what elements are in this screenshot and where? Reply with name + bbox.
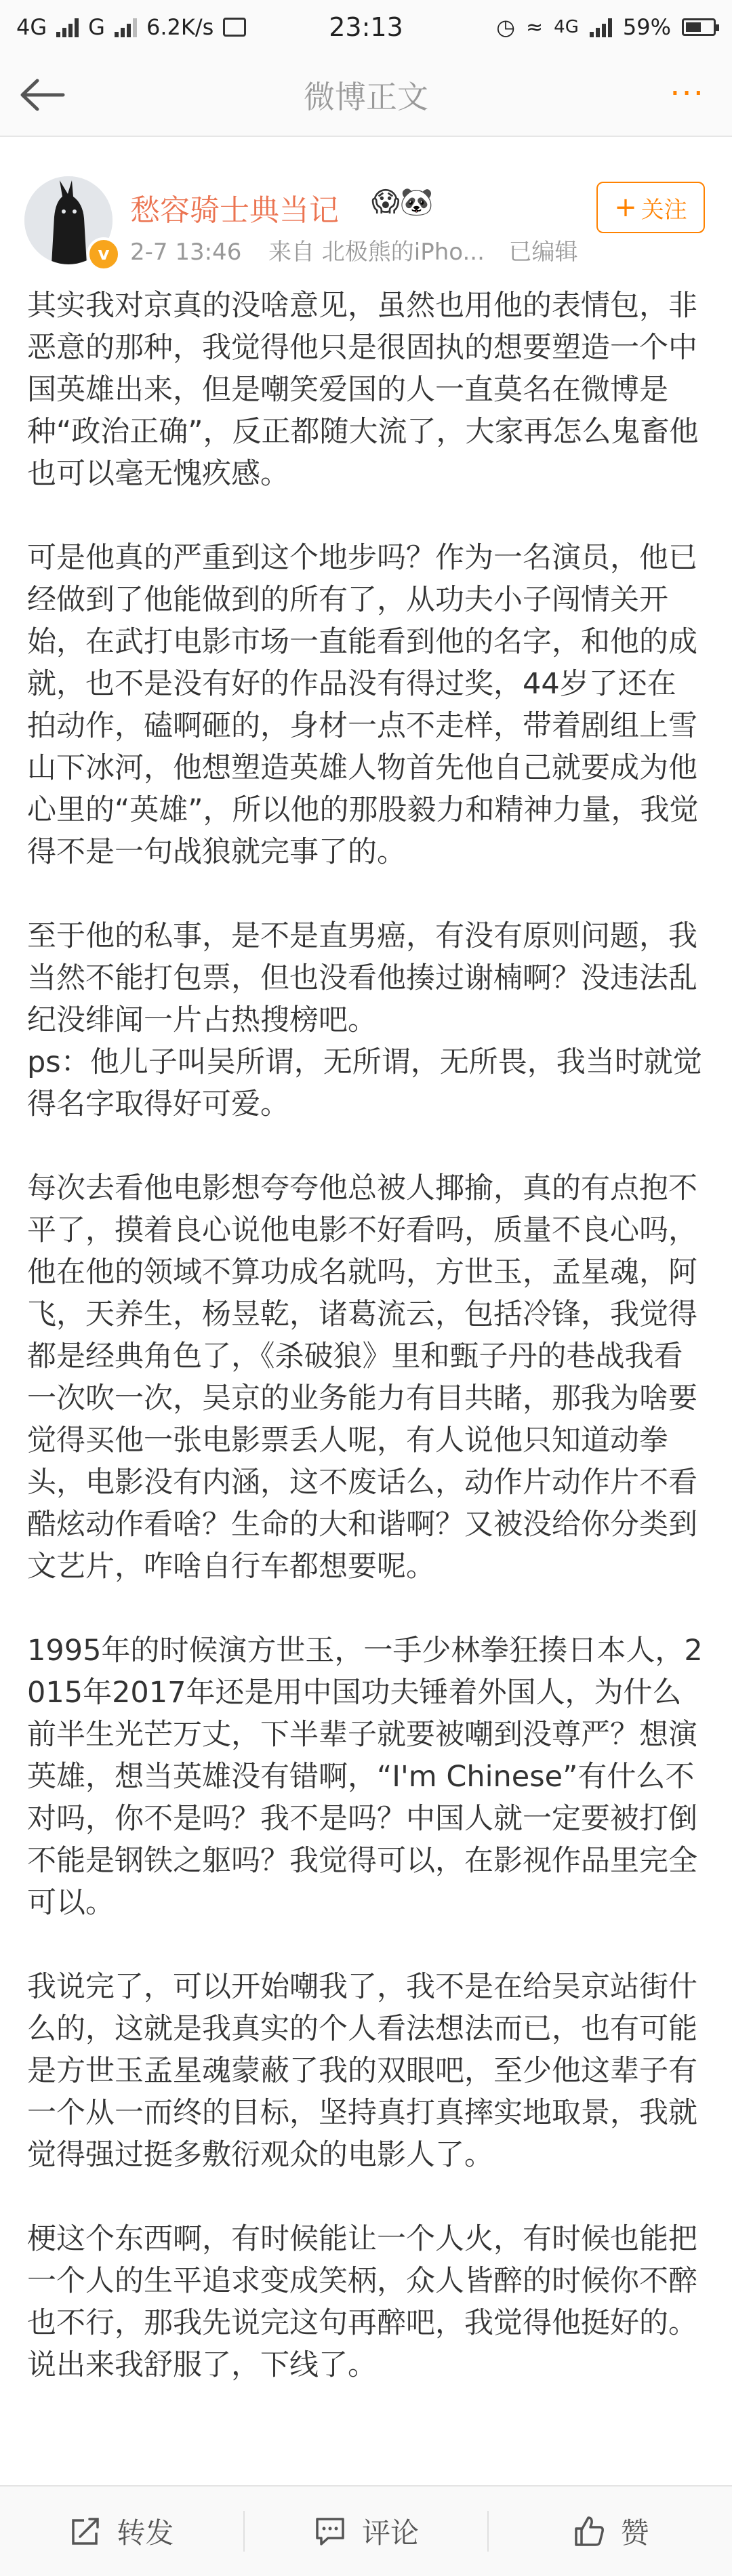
follow-label: 关注 [640,196,687,224]
repost-button[interactable] [0,2487,243,2576]
wifi-signal-icon: ≈ [526,15,544,39]
post-time: 2-7 13:46 [130,239,242,266]
author-name[interactable]: 愁容骑士典当记 [130,193,339,228]
like-icon [572,2515,606,2548]
signal-icon-2 [115,17,137,37]
net-speed: 6.2K/s [146,14,214,40]
network-label-1: 4G [16,14,47,40]
comment-icon [313,2515,347,2548]
notification-icon [223,18,246,37]
post-author-header [0,163,732,278]
status-time: 23:13 [329,12,403,42]
post-paragraph: 每次去看他电影想夸夸他总被人揶揄，真的有点抱不平了，摸着良心说他电影不好看吗，质量不良心吗，他在他的领域不算功成名就吗，方世玉，孟星魂，阿飞，天养生，杨昱乾，诸葛流云，包括冷锋，我觉得都是经典角色了，《杀破狼》里和甄子丹的巷战我看一次吹一次，吴京的业务能力有目共睹，那我为啥要觉得买他一张电影票丢人呢，有人说他只知道动拳头，电影没有内涵，这不废话么，动作片动作片不看酷炫动作看啥？生命的大和谐啊？又被没给你分类到文艺片，咋啥自行车都想要呢。 [27,1171,697,1584]
network-label-2: G [88,14,105,40]
comment-button[interactable] [245,2487,488,2576]
like-button[interactable] [489,2487,732,2576]
post-paragraph: 说出来我舒服了，下线了。 [27,2348,377,2382]
cell-signal-icon [590,17,612,37]
action-bar [0,2485,732,2576]
post-paragraph: 至于他的私事，是不是直男癌，有没有原则问题，我当然不能打包票，但也没看他揍过谢楠啊？没违法乱纪没绯闻一片占热搜榜吧。 [27,919,697,1037]
post-paragraph: 我说完了，可以开始嘲我了，我不是在给吴京站街什么的，这就是我真实的个人看法想法而已，也有可能是方世玉孟星魂蒙蔽了我的双眼吧，至少他这辈子有一个从一而终的目标，坚持真打真摔实地取景，我就觉得强过挺多敷衍观众的电影人了。 [27,1970,697,2172]
status-bar [0,0,732,54]
alarm-icon: ◷ [496,14,516,40]
plus-icon: + [614,192,637,223]
back-arrow-icon [18,78,66,112]
follow-button[interactable] [596,182,705,233]
post-meta [130,233,578,266]
post-paragraph: 其实我对京真的没啥意见，虽然也用他的表情包，非恶意的那种，我觉得他只是很固执的想要塑造一个中国英雄出来，但是嘲笑爱国的人一直莫名在微博是种“政治正确”，反正都随大流了，大家再怎么鬼畜他也可以毫无愧疚感。 [27,289,699,491]
post-source[interactable]: 来自 北极熊的iPho... [268,239,485,266]
status-right [496,14,732,40]
post-content [27,285,705,2428]
network-type: 4G [554,17,579,37]
battery-percent: 59% [622,14,671,40]
page-title: 微博正文 [304,79,428,115]
post-paragraph: 可是他真的严重到这个地步吗？作为一名演员，他已经做到了他能做到的所有了，从功夫小子闯情关开始，在武打电影市场一直能看到他的名字，和他的成就，也不是没有好的作品没有得过奖，44岁了还在拍动作，磕啊砸的，身材一点不走样，带着剧组上雪山下冰河，他想塑造英雄人物首先他自己就要成为他心里的“英雄”，所以他的那股毅力和精神力量，我觉得不是一句战狼就完事了的。 [27,541,699,869]
post-paragraph: 梗这个东西啊，有时候能让一个人火，有时候也能把一个人的生平追求变成笑柄，众人皆醉的时候你不醉也不行，那我先说完这句再醉吧，我觉得他挺好的。 [27,2222,697,2340]
author-name-emoji: 😱🐼 [371,186,434,218]
post-paragraph: 1995年的时候演方世玉，一手少林拳狂揍日本人，2015年2017年还是用中国功夫锤着外国人，为什么前半生光芒万丈，下半辈子就要被嘲到没尊严？想演英雄，想当英雄没有错啊，“I'm Chinese”有什么不对吗，你不是吗？我不是吗？中国人就一定要被打倒不能是钢铁之躯吗？我觉得可以，在影视作品里完全可以。 [27,1634,703,1920]
nav-right [670,75,705,113]
nav-bar [0,54,732,137]
like-label: 赞 [620,2516,649,2550]
comment-label: 评论 [362,2516,420,2550]
repost-label: 转发 [117,2516,174,2550]
battery-icon [682,18,716,36]
verified-badge: v [87,237,121,271]
more-button[interactable]: ··· [670,75,705,113]
post-paragraph: ps：他儿子叫吴所谓，无所谓，无所畏，我当时就觉得名字取得好可爱。 [27,1045,702,1121]
repost-icon [69,2515,102,2548]
back-button[interactable] [14,66,70,123]
signal-icon [56,17,79,37]
edited-label: 已编辑 [508,239,578,266]
status-left [0,14,246,40]
